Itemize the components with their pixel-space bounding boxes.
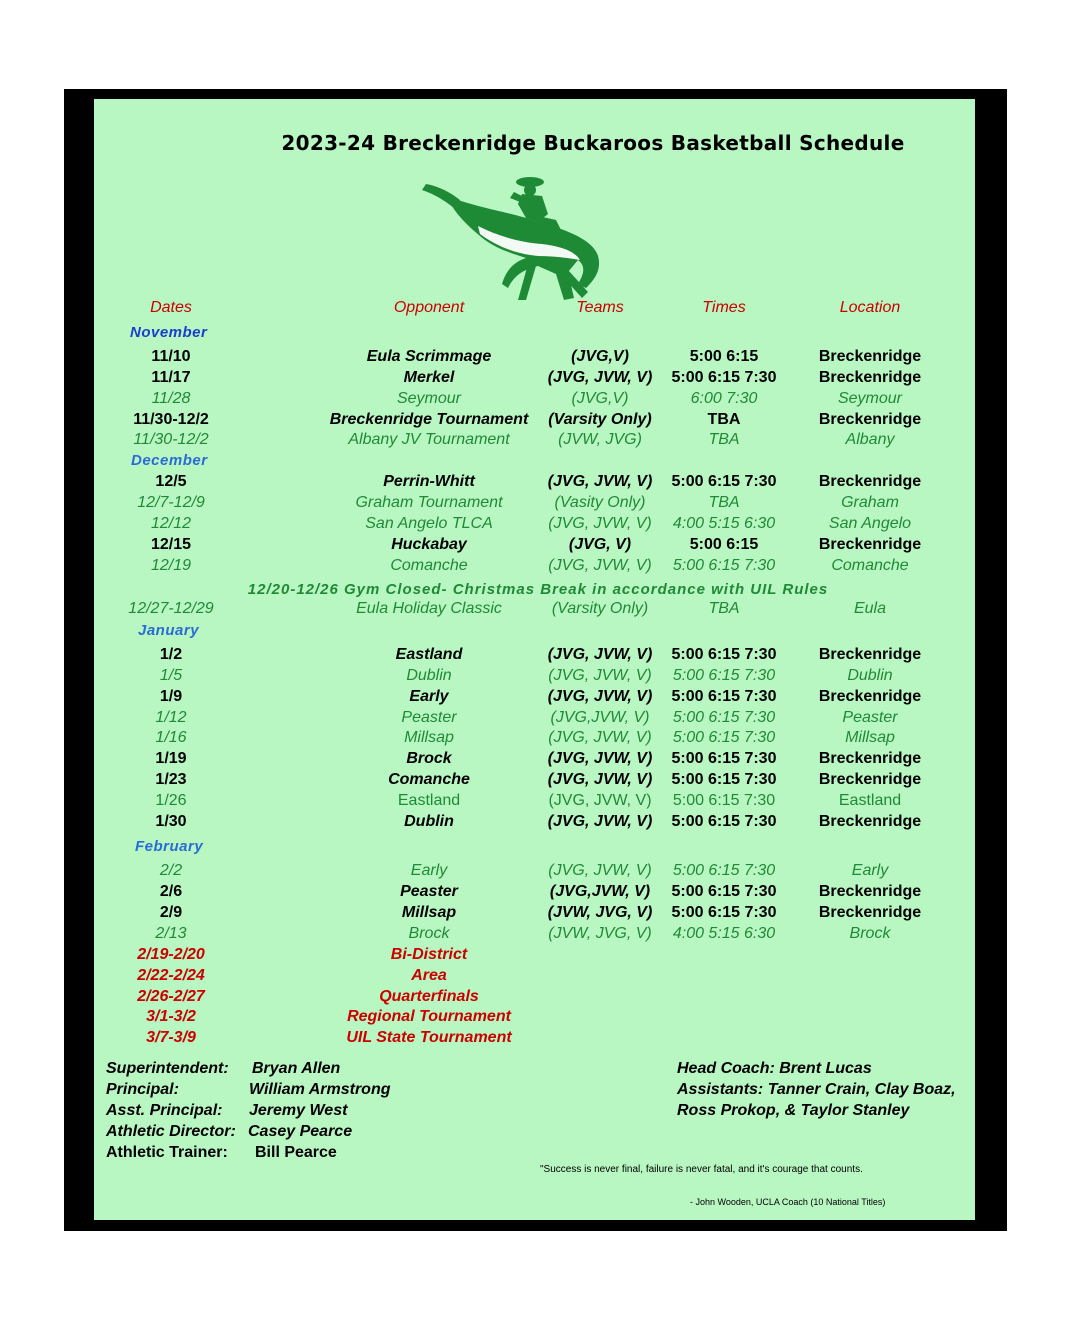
- row-6-opp: Perrin-Whitt: [383, 473, 475, 490]
- row-21-teams: (JVG, JVW, V): [548, 862, 652, 879]
- row-17-opp: Brock: [406, 750, 452, 767]
- month-december: December: [131, 452, 208, 469]
- asst-principal-name: Jeremy West: [249, 1102, 348, 1119]
- row-25-opp: Bi-District: [390, 946, 468, 963]
- row-24-date: 2/13: [155, 925, 187, 942]
- row-9-opp: Huckabay: [391, 536, 467, 553]
- row-20-loc: Breckenridge: [818, 813, 922, 830]
- row-5-date: 11/30-12/2: [133, 431, 209, 448]
- header-teams: Teams: [576, 299, 624, 316]
- row-24-loc: Brock: [849, 925, 891, 942]
- row-8-opp: San Angelo TLCA: [365, 515, 493, 532]
- row-6-times: 5:00 6:15 7:30: [671, 473, 777, 490]
- row-22-times: 5:00 6:15 7:30: [671, 883, 777, 900]
- row-9-date: 12/15: [150, 536, 192, 553]
- row-18-loc: Breckenridge: [818, 771, 922, 788]
- row-21-date: 2/2: [159, 862, 183, 879]
- athletic-trainer-label: Athletic Trainer:: [106, 1144, 228, 1161]
- row-8-loc: San Angelo: [828, 515, 912, 532]
- row-16-teams: (JVG, JVW, V): [548, 729, 652, 746]
- row-1-times: 5:00 6:15: [689, 348, 759, 365]
- row-23-teams: (JVW, JVG, V): [547, 904, 653, 921]
- row-16-loc: Millsap: [845, 729, 895, 746]
- row-3-teams: (JVG,V): [571, 390, 629, 407]
- row-4-loc: Breckenridge: [818, 411, 922, 428]
- row-11-loc: Eula: [853, 600, 887, 617]
- row-12-teams: (JVG, JVW, V): [547, 646, 653, 663]
- row-17-loc: Breckenridge: [818, 750, 922, 767]
- row-10-times: 5:00 6:15 7:30: [672, 557, 776, 574]
- row-9-teams: (JVG, V): [568, 536, 632, 553]
- row-27-opp: Quarterfinals: [379, 988, 479, 1005]
- superintendent-label: Superintendent:: [106, 1060, 229, 1077]
- row-15-teams: (JVG,JVW, V): [550, 709, 650, 726]
- row-12-loc: Breckenridge: [818, 646, 922, 663]
- row-7-date: 12/7-12/9: [137, 494, 205, 511]
- row-2-date: 11/17: [151, 369, 191, 386]
- row-17-teams: (JVG, JVW, V): [547, 750, 653, 767]
- row-7-teams: (Vasity Only): [554, 494, 646, 511]
- page-title: 2023-24 Breckenridge Buckaroos Basketball Schedule: [281, 131, 905, 155]
- athletic-director-label: Athletic Director:: [106, 1123, 236, 1140]
- row-27-date: 2/26-2/27: [137, 988, 205, 1005]
- row-11-date: 12/27-12/29: [128, 600, 214, 617]
- row-14-times: 5:00 6:15 7:30: [671, 688, 777, 705]
- row-20-opp: Dublin: [404, 813, 454, 830]
- row-7-times: TBA: [708, 494, 740, 511]
- christmas-break-note: 12/20-12/26 Gym Closed- Christmas Break in accordance with UIL Rules: [247, 581, 829, 598]
- principal-label: Principal:: [106, 1081, 179, 1098]
- row-22-opp: Peaster: [400, 883, 458, 900]
- row-10-date: 12/19: [150, 557, 192, 574]
- athletic-trainer-name: Bill Pearce: [255, 1144, 337, 1161]
- row-22-date: 2/6: [159, 883, 183, 900]
- row-19-times: 5:00 6:15 7:30: [672, 792, 776, 809]
- row-10-teams: (JVG, JVW, V): [548, 557, 652, 574]
- row-12-times: 5:00 6:15 7:30: [671, 646, 777, 663]
- row-23-loc: Breckenridge: [818, 904, 922, 921]
- row-1-teams: (JVG,V): [571, 348, 629, 365]
- row-29-opp: UIL State Tournament: [346, 1029, 512, 1046]
- row-3-loc: Seymour: [837, 390, 903, 407]
- row-8-teams: (JVG, JVW, V): [548, 515, 652, 532]
- row-21-opp: Early: [410, 862, 448, 879]
- row-12-date: 1/2: [159, 646, 183, 663]
- row-16-date: 1/16: [155, 729, 187, 746]
- row-13-opp: Dublin: [406, 667, 452, 684]
- assistant-coaches-line2: Ross Prokop, & Taylor Stanley: [677, 1102, 910, 1119]
- row-25-date: 2/19-2/20: [137, 946, 205, 963]
- row-8-date: 12/12: [150, 515, 192, 532]
- row-26-date: 2/22-2/24: [137, 967, 205, 984]
- asst-principal-label: Asst. Principal:: [106, 1102, 223, 1119]
- row-21-loc: Early: [851, 862, 889, 879]
- row-1-date: 11/10: [151, 348, 191, 365]
- month-february: February: [135, 838, 204, 855]
- row-9-times: 5:00 6:15: [689, 536, 759, 553]
- row-6-teams: (JVG, JVW, V): [547, 473, 653, 490]
- head-coach: Head Coach: Brent Lucas: [677, 1060, 872, 1077]
- row-2-teams: (JVG, JVW, V): [547, 369, 653, 386]
- row-20-teams: (JVG, JVW, V): [547, 813, 653, 830]
- row-14-teams: (JVG, JVW, V): [547, 688, 653, 705]
- row-28-opp: Regional Tournament: [347, 1008, 511, 1025]
- row-5-opp: Albany JV Tournament: [348, 431, 510, 448]
- month-november: November: [130, 324, 208, 341]
- row-19-date: 1/26: [155, 792, 187, 809]
- bronc-rider-logo: [418, 170, 614, 318]
- row-3-opp: Seymour: [396, 390, 462, 407]
- row-21-times: 5:00 6:15 7:30: [672, 862, 776, 879]
- row-3-date: 11/28: [151, 390, 191, 407]
- header-opponent: Opponent: [393, 299, 465, 316]
- row-5-times: TBA: [708, 431, 740, 448]
- header-times: Times: [702, 299, 746, 316]
- row-5-teams: (JVW, JVG): [558, 431, 642, 448]
- row-13-times: 5:00 6:15 7:30: [672, 667, 776, 684]
- athletic-director-name: Casey Pearce: [248, 1123, 353, 1140]
- row-12-opp: Eastland: [395, 646, 463, 663]
- row-4-date: 11/30-12/2: [133, 411, 209, 428]
- row-13-date: 1/5: [159, 667, 183, 684]
- row-29-date: 3/7-3/9: [146, 1029, 196, 1046]
- row-2-times: 5:00 6:15 7:30: [671, 369, 777, 386]
- row-22-loc: Breckenridge: [818, 883, 922, 900]
- row-6-loc: Breckenridge: [818, 473, 922, 490]
- row-9-loc: Breckenridge: [818, 536, 922, 553]
- row-4-times: TBA: [707, 411, 741, 428]
- assistant-coaches-line1: Assistants: Tanner Crain, Clay Boaz,: [677, 1081, 956, 1098]
- row-13-loc: Dublin: [847, 667, 893, 684]
- row-23-times: 5:00 6:15 7:30: [671, 904, 777, 921]
- row-22-teams: (JVG,JVW, V): [549, 883, 651, 900]
- row-26-opp: Area: [411, 967, 447, 984]
- row-1-opp: Eula Scrimmage: [366, 348, 492, 365]
- row-15-date: 1/12: [155, 709, 187, 726]
- row-19-teams: (JVG, JVW, V): [548, 792, 652, 809]
- superintendent-name: Bryan Allen: [252, 1060, 341, 1077]
- row-23-date: 2/9: [159, 904, 183, 921]
- row-23-opp: Millsap: [401, 904, 457, 921]
- row-6-date: 12/5: [155, 473, 187, 490]
- row-14-opp: Early: [409, 688, 449, 705]
- row-2-opp: Merkel: [403, 369, 455, 386]
- quote-attribution: - John Wooden, UCLA Coach (10 National Titles): [690, 1197, 886, 1207]
- row-15-opp: Peaster: [401, 709, 457, 726]
- row-24-times: 4:00 5:15 6:30: [672, 925, 776, 942]
- row-20-times: 5:00 6:15 7:30: [671, 813, 777, 830]
- header-location: Location: [839, 299, 901, 316]
- row-11-opp: Eula Holiday Classic: [356, 600, 502, 617]
- row-19-loc: Eastland: [838, 792, 902, 809]
- row-16-times: 5:00 6:15 7:30: [672, 729, 776, 746]
- row-16-opp: Millsap: [404, 729, 454, 746]
- row-19-opp: Eastland: [397, 792, 461, 809]
- row-24-teams: (JVW, JVG, V): [548, 925, 652, 942]
- row-17-times: 5:00 6:15 7:30: [671, 750, 777, 767]
- row-18-opp: Comanche: [388, 771, 470, 788]
- row-24-opp: Brock: [408, 925, 450, 942]
- row-3-times: 6:00 7:30: [690, 390, 758, 407]
- row-7-loc: Graham: [841, 494, 899, 511]
- row-14-date: 1/9: [159, 688, 183, 705]
- header-dates: Dates: [150, 299, 192, 316]
- row-8-times: 4:00 5:15 6:30: [672, 515, 776, 532]
- row-13-teams: (JVG, JVW, V): [548, 667, 652, 684]
- row-11-teams: (Varsity Only): [551, 600, 649, 617]
- row-14-loc: Breckenridge: [818, 688, 922, 705]
- row-5-loc: Albany: [845, 431, 895, 448]
- row-20-date: 1/30: [155, 813, 187, 830]
- row-18-date: 1/23: [155, 771, 187, 788]
- month-january: January: [138, 622, 200, 639]
- row-10-opp: Comanche: [390, 557, 468, 574]
- quote-text: "Success is never final, failure is never fatal, and it's courage that counts.: [540, 1164, 863, 1175]
- row-4-teams: (Varsity Only): [548, 411, 652, 428]
- row-18-times: 5:00 6:15 7:30: [671, 771, 777, 788]
- row-17-date: 1/19: [155, 750, 187, 767]
- row-15-times: 5:00 6:15 7:30: [672, 709, 776, 726]
- row-28-date: 3/1-3/2: [146, 1008, 196, 1025]
- row-1-loc: Breckenridge: [818, 348, 922, 365]
- principal-name: William Armstrong: [249, 1081, 391, 1098]
- row-18-teams: (JVG, JVW, V): [547, 771, 653, 788]
- row-11-times: TBA: [708, 600, 740, 617]
- row-10-loc: Comanche: [831, 557, 909, 574]
- row-7-opp: Graham Tournament: [355, 494, 503, 511]
- row-4-opp: Breckenridge Tournament: [329, 411, 529, 428]
- row-2-loc: Breckenridge: [818, 369, 922, 386]
- row-15-loc: Peaster: [842, 709, 898, 726]
